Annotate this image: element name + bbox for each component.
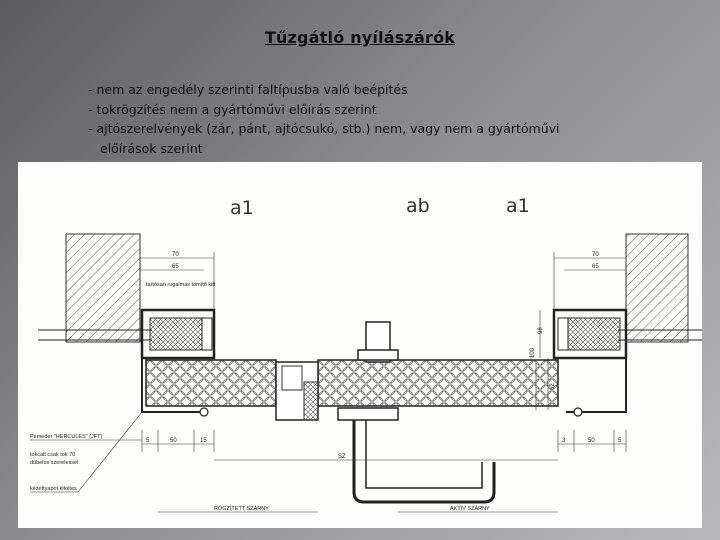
zone-label: ab: [406, 195, 430, 217]
fixed-leaf: [146, 360, 276, 406]
bullet-item-continuation: előírások szerint: [100, 140, 203, 156]
bullet-item: - nem az engedély szerinti faltípusba való beépítés: [88, 82, 408, 97]
right-wall: [626, 234, 688, 342]
dimension-label: 50: [588, 438, 595, 444]
dimension-label: 5: [146, 438, 150, 444]
leaf-label: RÖGZÍTETT SZÁRNY: [214, 506, 269, 512]
dimension-label: 15: [200, 438, 207, 444]
leaf-label: AKTÍV SZÁRNY: [450, 506, 490, 512]
dimension-label: 5: [618, 438, 622, 444]
bullet-item: - tokrögzítés nem a gyártóművi előírás szerint: [88, 101, 377, 117]
dowel-annotation: tokcalt csak tok 70: [30, 452, 76, 458]
left-wall: [66, 234, 140, 342]
dimension-label: 65: [172, 264, 179, 270]
dimension-label: 50: [170, 438, 177, 444]
dimension-label: 100: [530, 347, 536, 358]
dimension-label: 3: [562, 438, 566, 444]
joint-annotation: kézettyapot kitoltes: [30, 486, 77, 492]
dimension-label: SZ: [338, 454, 346, 460]
dimension-label: 70: [172, 252, 179, 258]
bottom-dimension-lines: [142, 430, 626, 460]
right-frame: [554, 310, 626, 412]
seal: [574, 408, 582, 416]
bullet-item-text: - ajtószerelvények (zár, pánt, ajtócsukó, stb.) nem, vagy nem a gyártóművi: [88, 121, 560, 136]
right-dimension-lines: [554, 252, 626, 312]
dimension-label: 98: [538, 327, 544, 334]
technical-drawing: [18, 162, 702, 528]
dimension-label: 70: [592, 252, 599, 258]
zone-label: a1: [230, 197, 254, 219]
bullet-list: [88, 80, 698, 158]
active-leaf: [318, 360, 558, 406]
bullet-item: [88, 119, 698, 158]
meeting-stile: [276, 362, 318, 420]
dowel-annotation: Pemeder "HERCULES" (JFT): [30, 434, 103, 440]
dowel-annotation: dübelos szerelessel: [30, 460, 79, 466]
sealant-annotation: tartósan rugalmas tömítő kitt: [146, 282, 216, 288]
seal: [200, 408, 208, 416]
zone-label: a1: [506, 195, 530, 217]
dimension-label: 65: [592, 264, 599, 270]
door-handle: [338, 322, 494, 502]
door-section-drawing: [18, 162, 702, 528]
slide-title: Tűzgátló nyílászárók: [264, 28, 456, 47]
